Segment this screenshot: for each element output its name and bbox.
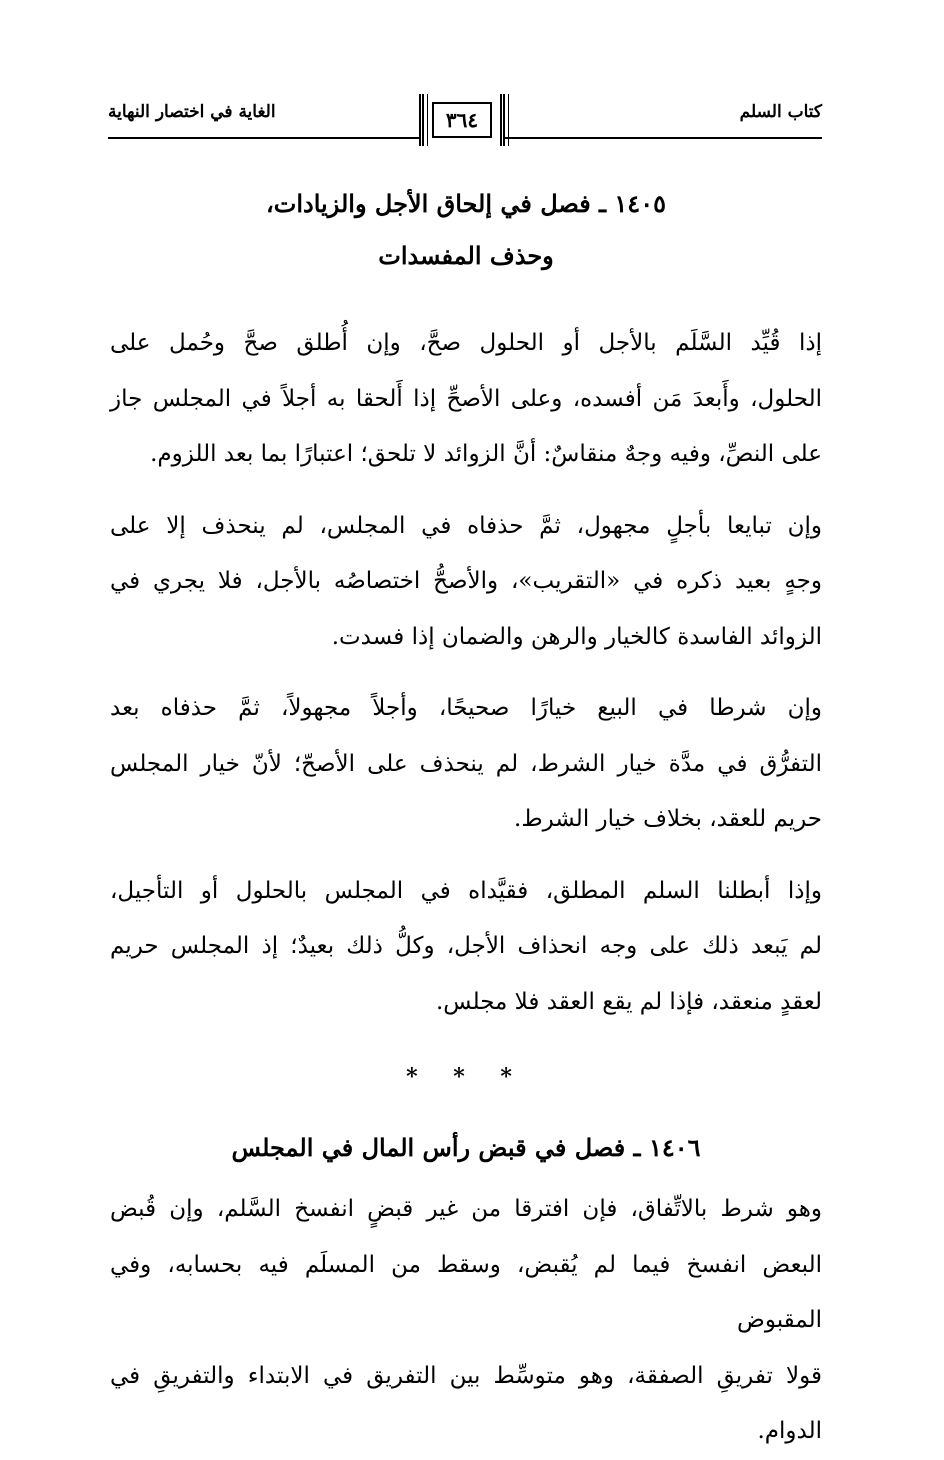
paragraph bbox=[110, 316, 822, 483]
text-line: لم يَبعد ذلك على وجه انحذاف الأجل، وكلُّ ذلك بعيدٌ؛ إذ المجلس حريم bbox=[110, 933, 822, 959]
frame-ornament-left bbox=[419, 94, 424, 146]
paragraph bbox=[110, 499, 822, 666]
page-number-frame bbox=[419, 94, 505, 146]
paragraph bbox=[110, 864, 822, 1031]
text-line: وهو شرط بالاتِّفاق، فإن افترقا من غير قبضٍ انفسخ السَّلم، وإن قُبض bbox=[110, 1196, 822, 1222]
text-line: حريم للعقد، بخلاف خيار الشرط. bbox=[514, 806, 822, 832]
page-number: ٣٦٤ bbox=[432, 102, 492, 138]
text-line: وإن تبايعا بأجلٍ مجهول، ثمَّ حذفاه في المجلس، لم ينحذف إلا على bbox=[110, 512, 822, 539]
section-title-line: وحذف المفسدات bbox=[378, 241, 554, 270]
paragraph bbox=[110, 681, 822, 848]
text-line: التفرُّق في مدَّة خيار الشرط، لم ينحذف على الأصحّ؛ لأنّ خيار المجلس bbox=[110, 750, 822, 777]
section-title-1406 bbox=[110, 1122, 822, 1174]
main-text bbox=[110, 178, 822, 1460]
text-line: إذا قُيِّد السَّلَم بالأجل أو الحلول صحَّ، وإن أُطلق صحَّ وحُمل على bbox=[110, 330, 822, 356]
paragraph bbox=[110, 1182, 822, 1460]
section-title-line: ١٤٠٥ ـ فصل في إلحاق الأجل والزيادات، bbox=[266, 189, 666, 218]
text-line: الحلول، وأَبعدَ مَن أفسده، وعلى الأصحِّ إذا أَلحقا به أجلاً في المجلس جاز bbox=[110, 385, 822, 412]
book-title: الغاية في اختصار النهاية bbox=[108, 102, 276, 122]
text-line: الزوائد الفاسدة كالخيار والرهن والضمان إذا فسدت. bbox=[331, 623, 822, 650]
section-title-1405 bbox=[110, 178, 822, 282]
chapter-title: كتاب السلم bbox=[739, 102, 822, 122]
frame-ornament-right bbox=[500, 94, 505, 146]
section-title-line: ١٤٠٦ ـ فصل في قبض رأس المال في المجلس bbox=[231, 1133, 701, 1162]
text-line: وجهٍ بعيد ذكره في «التقريب»، والأصحُّ اختصاصُه بالأجل، فلا يجري في bbox=[110, 568, 822, 594]
text-line: وإذا أبطلنا السلم المطلق، فقيَّداه في المجلس بالحلول أو التأجيل، bbox=[110, 877, 822, 904]
text-line: لعقدٍ منعقد، فإذا لم يقع العقد فلا مجلس. bbox=[435, 988, 822, 1015]
text-line: وإن شرطا في البيع خيارًا صحيحًا، وأجلاً مجهولاً، ثمَّ حذفاه بعد bbox=[110, 695, 822, 721]
text-line: على النصِّ، وفيه وجهٌ منقاسٌ: أنَّ الزوائد لا تلحق؛ اعتبارًا بما بعد اللزوم. bbox=[150, 441, 822, 467]
section-separator: * * * bbox=[406, 1064, 526, 1090]
text-line: البعض انفسخ فيما لم يُقبض، وسقط من المسلَم فيه بحسابه، وفي المقبوض bbox=[110, 1251, 822, 1333]
text-line: قولا تفريقِ الصفقة، وهو متوسِّط بين التفريق في الابتداء والتفريقِ في الدوام. bbox=[110, 1362, 822, 1444]
